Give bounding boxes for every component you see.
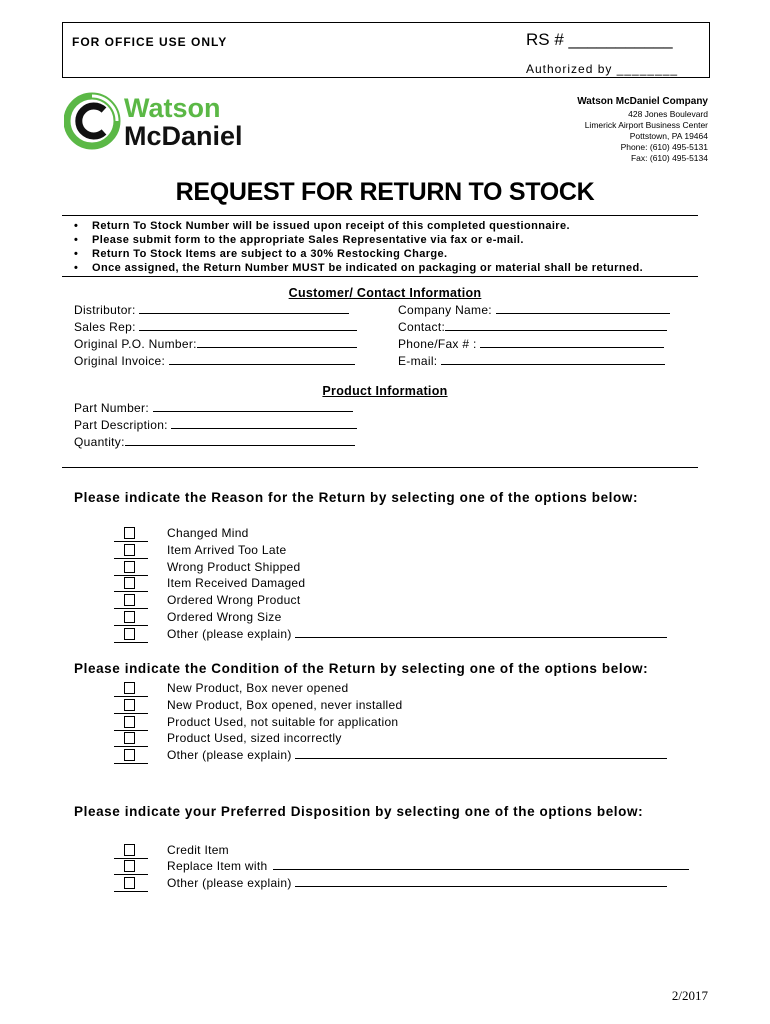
rs-number-field[interactable]: RS # ___________	[526, 30, 673, 49]
instruction-item: • Return To Stock Items are subject to a 30% Restocking Charge.	[74, 247, 643, 261]
instructions-list	[74, 219, 643, 275]
original-invoice-label: Original Invoice:	[74, 354, 166, 368]
company-name-label: Company Name:	[398, 303, 492, 317]
checkbox-icon[interactable]	[124, 628, 135, 640]
po-number-label: Original P.O. Number:	[74, 337, 197, 351]
option-label: Item Arrived Too Late	[167, 543, 287, 557]
company-fax: Fax: (610) 495-5134	[630, 153, 708, 163]
checkbox-icon[interactable]	[124, 844, 135, 856]
sales-rep-label: Sales Rep:	[74, 320, 136, 334]
sales-rep-field[interactable]	[74, 319, 357, 336]
checkbox-icon[interactable]	[124, 716, 135, 728]
distributor-label: Distributor:	[74, 303, 136, 317]
company-phone: Phone: (610) 495-5131	[620, 142, 708, 152]
option-label: Product Used, not suitable for application	[167, 715, 399, 729]
phone-fax-label: Phone/Fax # :	[398, 337, 477, 351]
checkbox-icon[interactable]	[124, 860, 135, 872]
instruction-item: • Return To Stock Number will be issued upon receipt of this completed questionnaire.	[74, 219, 643, 233]
part-number-field[interactable]	[74, 400, 353, 417]
checkbox-icon[interactable]	[124, 749, 135, 761]
title-divider	[62, 215, 698, 216]
authorized-by-field[interactable]: Authorized by ________	[526, 62, 679, 76]
contact-field[interactable]	[398, 319, 667, 336]
condition-heading: Please indicate the Condition of the Return by selecting one of the options below:	[74, 661, 649, 676]
option-label: Changed Mind	[167, 526, 249, 540]
page-title: REQUEST FOR RETURN TO STOCK	[175, 178, 595, 206]
customer-contact-heading: Customer/ Contact Information	[288, 286, 482, 300]
replace-item-input[interactable]	[273, 859, 689, 870]
option-label: Ordered Wrong Product	[167, 593, 301, 607]
email-label: E-mail:	[398, 354, 438, 368]
distributor-field[interactable]	[74, 302, 349, 319]
logo-line1: Watson	[124, 93, 221, 123]
instruction-item: • Please submit form to the appropriate Sales Representative via fax or e-mail.	[74, 233, 643, 247]
section-divider	[62, 467, 698, 468]
option-label: Replace Item with	[167, 859, 689, 874]
option-label: Other (please explain)	[167, 748, 667, 763]
original-invoice-field[interactable]	[74, 353, 355, 370]
company-address1: 428 Jones Boulevard	[628, 109, 708, 119]
company-city: Pottstown, PA 19464	[629, 131, 708, 141]
company-name-field[interactable]	[398, 302, 670, 319]
watson-mcdaniel-logo	[64, 92, 274, 150]
logo-line2: McDaniel	[124, 121, 243, 150]
checkbox-icon[interactable]	[124, 877, 135, 889]
part-number-label: Part Number:	[74, 401, 149, 415]
reason-heading: Please indicate the Reason for the Return by selecting one of the options below:	[74, 490, 639, 505]
po-number-field[interactable]	[74, 336, 357, 353]
explain-input[interactable]	[295, 876, 667, 887]
email-field[interactable]	[398, 353, 665, 370]
contact-label: Contact:	[398, 320, 446, 334]
checkbox-icon[interactable]	[124, 699, 135, 711]
company-address-block	[577, 96, 708, 164]
option-label: New Product, Box opened, never installed	[167, 698, 403, 712]
checkbox-icon[interactable]	[124, 544, 135, 556]
form-revision-date: 2/2017	[671, 988, 708, 1003]
checkbox-icon[interactable]	[124, 561, 135, 573]
checkbox-icon[interactable]	[124, 732, 135, 744]
explain-input[interactable]	[295, 627, 667, 638]
option-label: Credit Item	[167, 843, 229, 857]
part-description-field[interactable]	[74, 417, 357, 434]
checkbox-icon[interactable]	[124, 577, 135, 589]
checkbox-icon[interactable]	[124, 682, 135, 694]
checkbox-icon[interactable]	[124, 527, 135, 539]
option-label: Product Used, sized incorrectly	[167, 731, 342, 745]
option-label: Wrong Product Shipped	[167, 560, 301, 574]
disposition-heading: Please indicate your Preferred Disposition by selecting one of the options below:	[74, 804, 644, 819]
instruction-item: • Once assigned, the Return Number MUST be indicated on packaging or material shall be returned.	[74, 261, 643, 275]
option-label: Item Received Damaged	[167, 576, 306, 590]
office-use-label: FOR OFFICE USE ONLY	[72, 35, 228, 49]
phone-fax-field[interactable]	[398, 336, 664, 353]
option-label: New Product, Box never opened	[167, 681, 349, 695]
option-label: Other (please explain)	[167, 627, 667, 642]
product-information-heading: Product Information	[322, 384, 448, 398]
part-description-label: Part Description:	[74, 418, 168, 432]
explain-input[interactable]	[295, 748, 667, 759]
checkbox-icon[interactable]	[124, 611, 135, 623]
quantity-label: Quantity:	[74, 435, 125, 449]
company-name: Watson McDaniel Company	[577, 96, 708, 107]
option-label: Ordered Wrong Size	[167, 610, 282, 624]
option-label: Other (please explain)	[167, 876, 667, 891]
section-divider	[62, 276, 698, 277]
checkbox-icon[interactable]	[124, 594, 135, 606]
quantity-field[interactable]	[74, 434, 355, 451]
company-address2: Limerick Airport Business Center	[584, 120, 708, 130]
